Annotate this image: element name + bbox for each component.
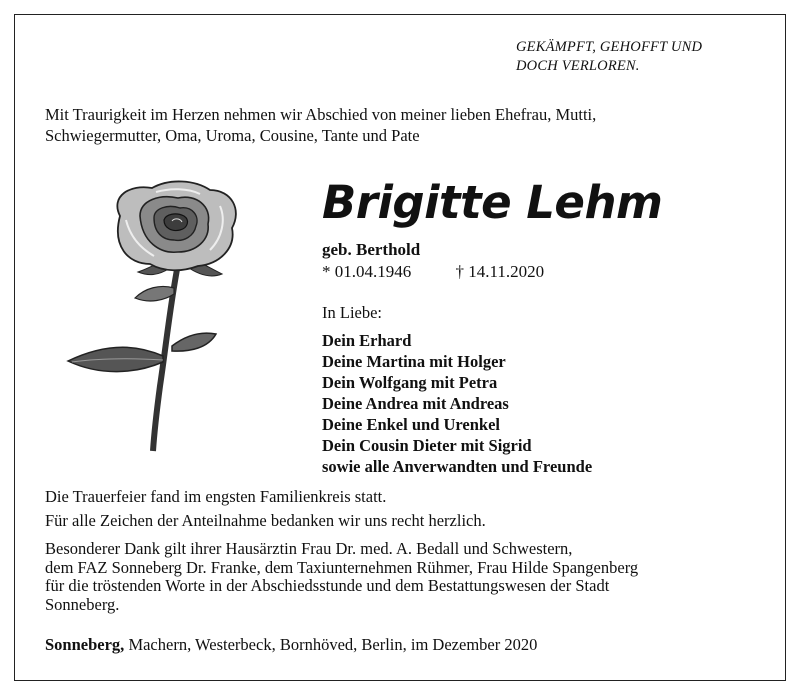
funeral-note: Die Trauerfeier fand im engsten Familienkreis statt. (45, 487, 387, 506)
special-thanks-line: Sonneberg. (45, 594, 120, 614)
thanks-note: Für alle Zeichen der Anteilnahme bedanken wir uns recht herzlich. (45, 511, 486, 530)
intro-text (45, 104, 745, 146)
special-thanks-line: Besonderer Dank gilt ihrer Hausärztin Frau Dr. med. A. Bedall und Schwestern, (45, 539, 573, 558)
mourner-line: Deine Enkel und Urenkel (322, 415, 501, 434)
mourner-line: Dein Erhard (322, 331, 412, 350)
motto-line: DOCH VERLOREN. (516, 58, 640, 74)
mourner-line: Deine Martina mit Holger (322, 352, 506, 371)
place-main: Sonneberg, (45, 635, 125, 654)
rose-icon (60, 176, 260, 456)
motto (516, 38, 702, 76)
place-rest: Machern, Westerbeck, Bornhöved, Berlin, im Dezember 2020 (124, 635, 538, 654)
deceased-name: Brigitte Lehm (322, 176, 663, 229)
in-love-label: In Liebe: (322, 303, 383, 322)
mourner-line: Deine Andrea mit Andreas (322, 394, 509, 413)
special-thanks (45, 540, 765, 614)
maiden-name: geb. Berthold (322, 240, 421, 259)
motto-line: GEKÄMPFT, GEHOFFT UND (516, 39, 703, 55)
mourners-list (322, 330, 592, 477)
birth-date: * 01.04.1946 (322, 262, 412, 281)
life-dates (322, 262, 544, 282)
mourner-line: sowie alle Anverwandten und Freunde (322, 457, 593, 476)
death-date: † 14.11.2020 (455, 262, 545, 281)
special-thanks-line: dem FAZ Sonneberg Dr. Franke, dem Taxiunternehmen Rühmer, Frau Hilde Spangenberg (45, 557, 639, 577)
intro-line: Mit Traurigkeit im Herzen nehmen wir Abschied von meiner lieben Ehefrau, Mutti, (45, 105, 597, 124)
intro-line: Schwiegermutter, Oma, Uroma, Cousine, Tante und Pate (45, 126, 420, 145)
place-and-date (45, 635, 537, 655)
mourner-line: Dein Wolfgang mit Petra (322, 373, 498, 392)
mourner-line: Dein Cousin Dieter mit Sigrid (322, 436, 532, 455)
special-thanks-line: für die tröstenden Worte in der Abschiedsstunde und dem Bestattungswesen der Stadt (45, 576, 610, 595)
